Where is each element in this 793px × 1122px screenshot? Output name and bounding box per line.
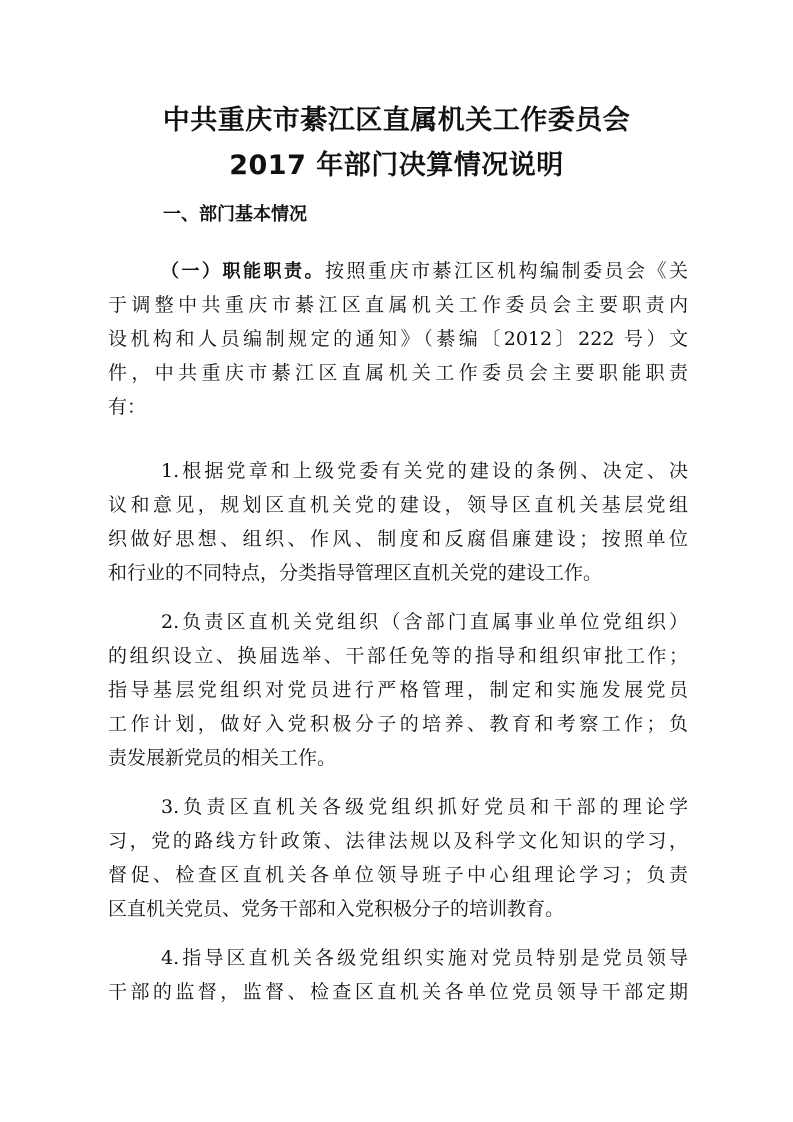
- paragraph-line: 干部的监督，监督、检查区直机关各单位党员领导干部定期: [108, 981, 688, 1003]
- paragraph-item-3: [108, 790, 688, 926]
- paragraph-line: 的组织设立、换届选举、干部任免等的指导和组织审批工作；: [108, 645, 688, 667]
- paragraph-line: 议和意见，规划区直机关党的建设，领导区直机关基层党组: [108, 494, 688, 516]
- paragraph-line: 督促、检查区直机关各单位领导班子中心组理论学习；负责: [108, 864, 688, 886]
- paragraph-functions-intro: [108, 254, 688, 424]
- paragraph-line: 和行业的不同特点，分类指导管理区直机关党的建设工作。: [108, 562, 603, 584]
- paragraph-line: 工作计划，做好入党积极分子的培养、教育和考察工作；负: [108, 713, 688, 735]
- paragraph-line: 责发展新党员的相关工作。: [108, 747, 337, 769]
- paragraph-item-1: [108, 454, 688, 590]
- paragraph-item-2: [108, 605, 688, 775]
- document-title-line-2: 2017 年部门决算情况说明: [229, 150, 564, 181]
- paragraph-line: 3.负责区直机关各级党组织抓好党员和干部的理论学: [161, 796, 688, 818]
- paragraph-line: 指导基层党组织对党员进行严格管理，制定和实施发展党员: [108, 679, 688, 701]
- section-heading-basic-info: 一、部门基本情况: [163, 204, 307, 225]
- subsection-label: （一）职能职责。: [161, 261, 325, 282]
- paragraph-line: 1.根据党章和上级党委有关党的建设的条例、决定、决: [161, 460, 688, 482]
- paragraph-line: 有：: [108, 396, 147, 418]
- paragraph-line: 习，党的路线方针政策、法律法规以及科学文化知识的学习，: [108, 830, 688, 852]
- paragraph-line: 件，中共重庆市綦江区直属机关工作委员会主要职能职责: [108, 362, 688, 384]
- paragraph-line: 4.指导区直机关各级党组织实施对党员特别是党员领导: [161, 947, 688, 969]
- document-title-line-1: 中共重庆市綦江区直属机关工作委员会: [162, 105, 631, 136]
- paragraph-line-rest: 按照重庆市綦江区机构编制委员会《关: [325, 260, 688, 282]
- paragraph-line: [108, 254, 688, 288]
- paragraph-line: 织做好思想、组织、作风、制度和反腐倡廉建设；按照单位: [108, 528, 688, 550]
- paragraph-line: 设机构和人员编制规定的通知》（綦编〔2012〕222 号）文: [108, 328, 688, 350]
- paragraph-line: 区直机关党员、党务干部和入党积极分子的培训教育。: [108, 898, 565, 920]
- paragraph-line: 于调整中共重庆市綦江区直属机关工作委员会主要职责内: [108, 294, 688, 316]
- paragraph-line: 2.负责区直机关党组织（含部门直属事业单位党组织）: [161, 611, 688, 633]
- paragraph-item-4: [108, 941, 688, 1009]
